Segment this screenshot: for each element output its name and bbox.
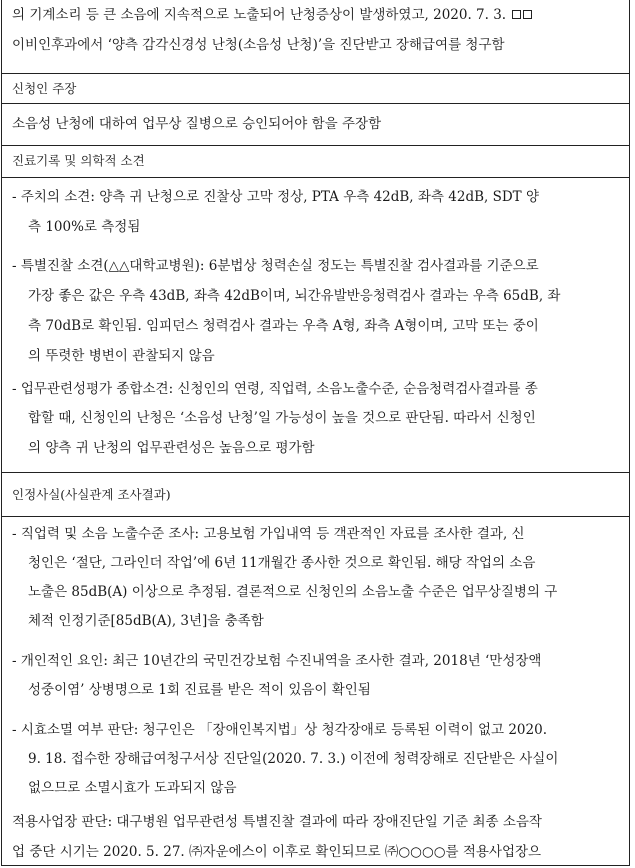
document-table xyxy=(1,0,630,866)
facts-item-line: 청인은 ‘절단, 그라인더 작업’에 6년 11개월간 종사한 것으로 확인됨. 해당 작업의 소음 xyxy=(28,555,536,571)
facts-title: 인정사실(사실관계 조사결과) xyxy=(12,487,171,502)
facts-item-line: - 직업력 및 소음 노출수준 조사: 고용보험 가입내역 등 객관적인 자료를 조사한 결과, 신 xyxy=(12,526,525,542)
facts-conclusion-line: 적용사업장 판단: 대구병원 업무관련성 특별진찰 결과에 따라 장애진단일 기준 최종 소음작 xyxy=(12,814,542,830)
medical-item-line: 측 100%로 측정됨 xyxy=(28,219,141,235)
medical-item-line: 가장 좋은 값은 우측 43dB, 좌측 42dB이며, 뇌간유발반응청력검사 결과는 우측 65dB, 좌 xyxy=(28,288,561,304)
intro-line-2: 이비인후과에서 ‘양측 감각신경성 난청(소음성 난청)’을 진단받고 장해급여를 청구함 xyxy=(12,37,505,53)
claim-body-row xyxy=(2,104,629,146)
facts-header-row xyxy=(2,473,629,517)
facts-item-line: 9. 18. 접수한 장해급여청구서상 진단일(2020. 7. 3.) 이전에 청력장해로 진단받은 사실이 xyxy=(28,751,559,767)
medical-item-line: 의 뚜렷한 병변이 관찰되지 않음 xyxy=(28,348,215,364)
medical-item-line: 측 70dB로 확인됨. 임피던스 청력검사 결과는 우측 A형, 좌측 A형이며, 고막 또는 중이 xyxy=(28,318,539,334)
facts-item-line: 성중이염’ 상병명으로 1회 진료를 받은 적이 있음이 확인됨 xyxy=(28,682,371,698)
facts-item-line: 노출은 85dB(A) 이상으로 추정됨. 결론적으로 신청인의 소음노출 수준은 업무상질병의 구 xyxy=(28,584,558,600)
claim-header-row xyxy=(2,74,629,104)
medical-title: 진료기록 및 의학적 소견 xyxy=(12,153,145,168)
medical-item-line: 합할 때, 신청인의 난청은 ‘소음성 난청’일 가능성이 높을 것으로 판단됨. 따라서 신청인 xyxy=(28,410,536,426)
claim-text: 소음성 난청에 대하여 업무상 질병으로 승인되어야 함을 주장함 xyxy=(12,116,382,132)
intro-section xyxy=(2,0,629,74)
medical-item-line: - 업무관련성평가 종합소견: 신청인의 연령, 직업력, 소음노출수준, 순음청력검사결과를 종 xyxy=(12,381,538,397)
masked-char-box xyxy=(523,10,532,19)
medical-item-line: 의 양측 귀 난청의 업무관련성은 높음으로 평가함 xyxy=(28,440,315,456)
masked-char-box xyxy=(512,10,521,19)
claim-title: 신청인 주장 xyxy=(12,81,77,96)
facts-item-line: 체적 인정기준[85dB(A), 3년]을 충족함 xyxy=(28,613,264,629)
medical-item-line: - 주치의 소견: 양측 귀 난청으로 진찰상 고막 정상, PTA 우측 42dB, 좌측 42dB, SDT 양 xyxy=(12,189,539,205)
facts-item-line: 없으므로 소멸시효가 도과되지 않음 xyxy=(28,780,237,796)
facts-item-line: - 시효소멸 여부 판단: 청구인은 「장애인복지법」상 청각장애로 등록된 이력이 없고 2020. xyxy=(12,722,547,738)
facts-item-line: - 개인적인 요인: 최근 10년간의 국민건강보험 수진내역을 조사한 결과, 2018년 ‘만성장액 xyxy=(12,653,542,669)
intro-line-1: 의 기계소리 등 큰 소음에 지속적으로 노출되어 난청증상이 발생하였고, 2020. 7. 3. xyxy=(12,5,532,25)
facts-conclusion-line: 업 중단 시기는 2020. 5. 27. ㈜자운에스이 이후로 확인되므로 ㈜○○○○를 적용사업장으 xyxy=(12,844,542,860)
medical-item-line: - 특별진찰 소견(△△대학교병원): 6분법상 청력손실 정도는 특별진찰 검사결과를 기준으로 xyxy=(12,258,539,274)
medical-body-row xyxy=(2,178,629,473)
medical-header-row xyxy=(2,146,629,178)
facts-body-row xyxy=(2,517,629,866)
